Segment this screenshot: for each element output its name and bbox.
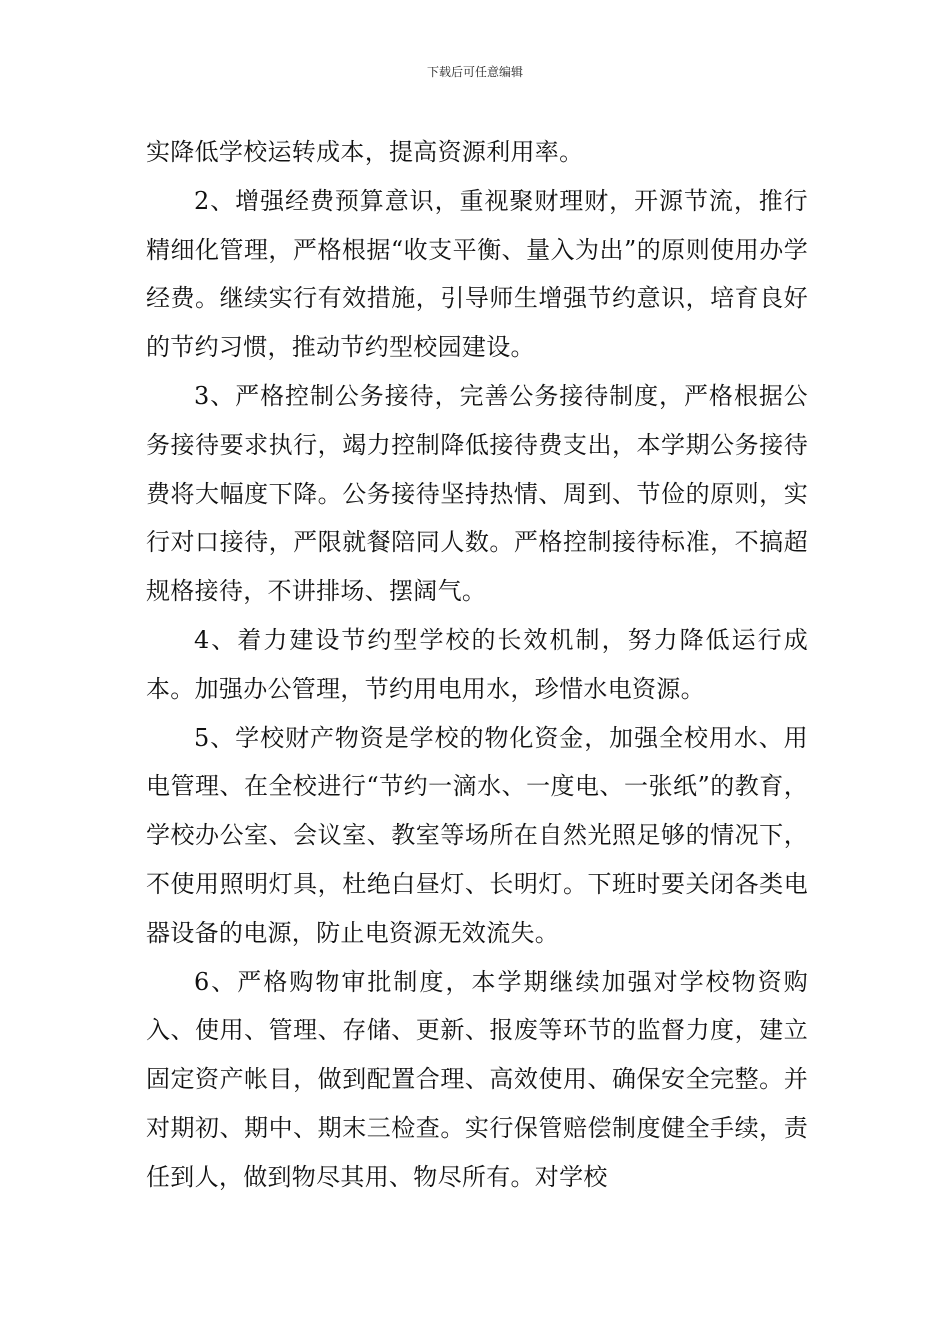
paragraph-3: 3、严格控制公务接待，完善公务接待制度，严格根据公务接待要求执行，竭力控制降低接待费支出，本学期公务接待费将大幅度下降。公务接待坚持热情、周到、节俭的原则，实行对口接待，严限就餐陪同人数。严格控制接待标准，不搞超规格接待，不讲排场、摆阔气。 — [146, 381, 808, 606]
paragraph-2: 2、增强经费预算意识，重视聚财理财，开源节流，推行精细化管理，严格根据“收支平衡、量入为出”的原则使用办学经费。继续实行有效措施，引导师生增强节约意识，培育良好的节约习惯，推动节约型校园建设。 — [146, 186, 808, 362]
paragraph-6: 6、严格购物审批制度，本学期继续加强对学校物资购入、使用、管理、存储、更新、报废等环节的监督力度，建立固定资产帐目，做到配置合理、高效使用、确保安全完整。并对期初、期中、期末三检查。实行保管赔偿制度健全手续，责任到人，做到物尽其用、物尽所有。对学校 — [146, 967, 808, 1191]
document-body — [146, 128, 808, 1202]
paragraph-5: 5、学校财产物资是学校的物化资金，加强全校用水、用电管理、在全校进行“节约一滴水、一度电、一张纸”的教育，学校办公室、会议室、教室等场所在自然光照足够的情况下，不使用照明灯具，杜绝白昼灯、长明灯。下班时要关闭各类电器设备的电源，防止电资源无效流失。 — [146, 723, 808, 947]
page-header: 下载后可任意编辑 — [426, 65, 523, 79]
paragraph-4: 4、着力建设节约型学校的长效机制，努力降低运行成本。加强办公管理，节约用电用水，珍惜水电资源。 — [146, 625, 808, 703]
paragraph-1: 实降低学校运转成本，提高资源利用率。 — [146, 138, 584, 166]
